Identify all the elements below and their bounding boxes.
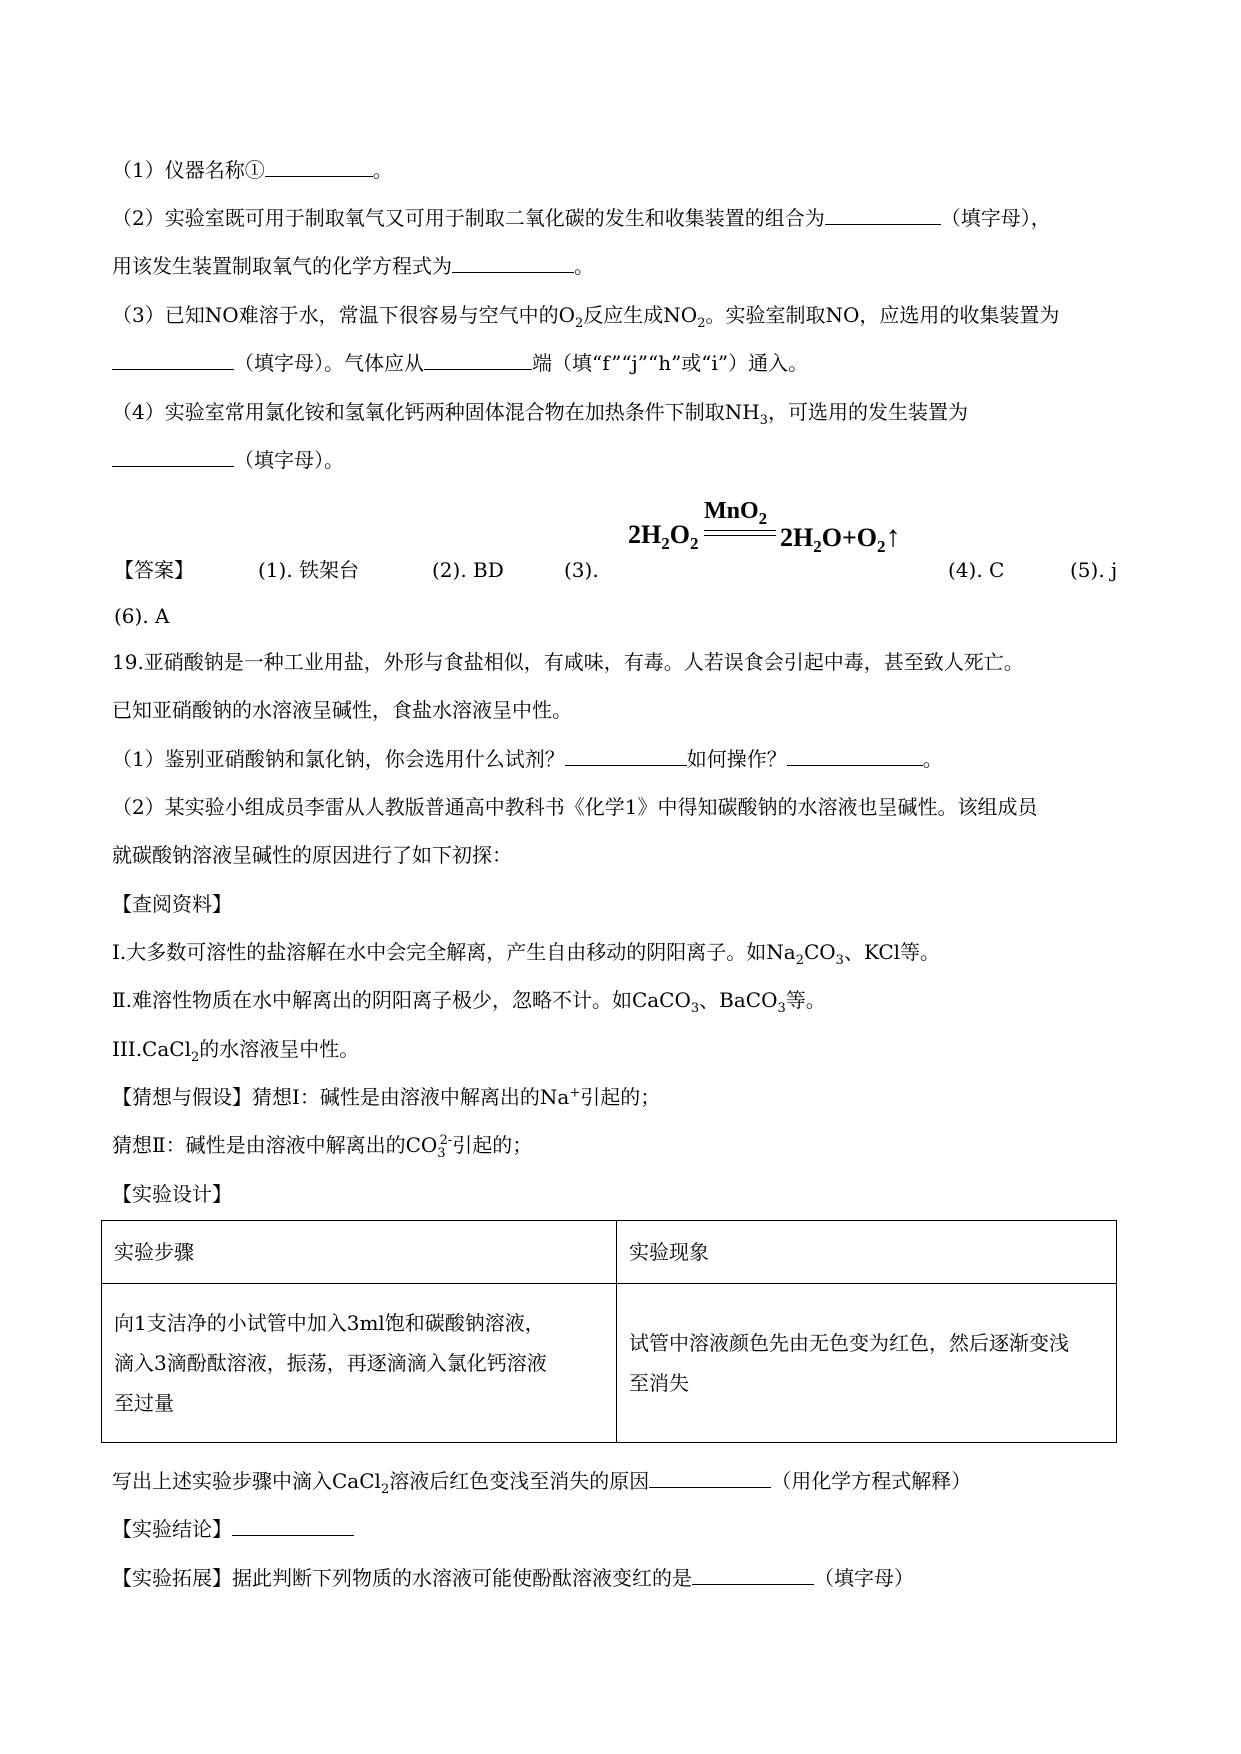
equation-bar xyxy=(704,530,776,531)
answer-blank[interactable] xyxy=(112,349,234,370)
equation-products: $2H_2O+O_2↑$ xyxy=(780,520,901,557)
answer-blank[interactable] xyxy=(232,1515,354,1536)
conclusion: 【实验结论】 xyxy=(112,1515,354,1543)
extension: 【实验拓展】据此判断下列物质的水溶液可能使酚酞溶液变红的是 （填字母） xyxy=(112,1566,914,1590)
q19-intro-line1: 19.亚硝酸钠是一种工业用盐，外形与食盐相似，有咸味，有毒。人若误食会引起中毒，甚至致人死亡。 xyxy=(112,650,1024,674)
table-row xyxy=(102,1284,1117,1443)
cell-phenomena: 试管中溶液颜色先由无色变为红色，然后逐渐变浅 至消失 xyxy=(617,1284,1117,1443)
answer-1: (1). 铁架台 xyxy=(258,558,360,582)
design-title: 【实验设计】 xyxy=(112,1182,232,1206)
answer-blank[interactable] xyxy=(649,1467,771,1488)
chemical-equation xyxy=(628,498,901,558)
q18-part2-line1: （2）实验室既可用于制取氧气又可用于制取二氧化碳的发生和收集装置的组合为 （填字母）， xyxy=(112,206,1051,230)
answer-blank[interactable] xyxy=(265,156,373,177)
answer-blank[interactable] xyxy=(452,252,574,273)
answer-blank[interactable] xyxy=(825,204,941,225)
answer-3: (3). xyxy=(564,558,599,582)
answer-6: (6). A xyxy=(114,604,170,628)
q19-part2-line1: （2）某实验小组成员李雷从人教版普通高中教科书《化学1》中得知碳酸钠的水溶液也呈碱性。该组成员 xyxy=(112,795,1038,819)
hypothesis-2: 猜想Ⅱ：碱性是由溶液中解离出的$CO_3^{2-}$引起的； xyxy=(112,1133,533,1161)
answer-blank[interactable] xyxy=(424,349,532,370)
reference-item-1: Ⅰ.大多数可溶性的盐溶解在水中会完全解离，产生自由移动的阴阳离子。如$Na_2CO_3$、KCl等。 xyxy=(112,940,941,968)
q18-part4-line1: （4）实验室常用氯化铵和氢氧化钙两种固体混合物在加热条件下制取$NH_3$，可选用的发生装置为 xyxy=(112,400,968,428)
q18-part3-line2: （填字母）。气体应从 端（填“f”“j”“h”或“i”）通入。 xyxy=(112,349,808,377)
answer-2: (2). BD xyxy=(432,558,504,582)
experiment-table xyxy=(101,1220,1117,1443)
q18-part4-line2: （填字母）。 xyxy=(112,446,344,474)
header-steps: 实验步骤 xyxy=(102,1221,617,1284)
reference-item-3: III.CaCl$_2$的水溶液呈中性。 xyxy=(112,1037,360,1065)
answer-blank[interactable] xyxy=(112,446,234,467)
header-phenomena: 实验现象 xyxy=(617,1221,1117,1284)
equation-bar xyxy=(704,535,776,536)
answer-5: (5). j xyxy=(1070,558,1118,582)
after-table-question: 写出上述实验步骤中滴入CaCl$_2$溶液后红色变浅至消失的原因 （用化学方程式解释） xyxy=(112,1469,972,1497)
reference-title: 【查阅资料】 xyxy=(112,892,232,916)
answer-label: 【答案】 xyxy=(114,558,194,582)
q18-part1: （1）仪器名称① 。 xyxy=(112,158,393,182)
reference-item-2: Ⅱ.难溶性物质在水中解离出的阴阳离子极少，忽略不计。如CaCO$_3$、BaCO$_3$等。 xyxy=(112,988,826,1016)
q18-part2-line2: 用该发生装置制取氧气的化学方程式为 。 xyxy=(112,254,594,278)
answer-4: (4). C xyxy=(948,558,1005,582)
table-header-row xyxy=(102,1221,1117,1284)
q18-part3-line1: （3）已知NO难溶于水，常温下很容易与空气中的$O_2$反应生成$NO_2$。实验室制取NO，应选用的收集装置为 xyxy=(112,303,1060,331)
answer-blank[interactable] xyxy=(565,745,687,766)
answer-blank[interactable] xyxy=(692,1564,814,1585)
equation-catalyst: MnO$_2$ xyxy=(704,498,768,528)
q19-part1: （1）鉴别亚硝酸钠和氯化钠，你会选用什么试剂？ 如何操作？ 。 xyxy=(112,747,943,771)
equation-reactant: $2H_2O_2$ xyxy=(628,520,699,554)
q19-intro-line2: 已知亚硝酸钠的水溶液呈碱性，食盐水溶液呈中性。 xyxy=(112,698,572,722)
q19-part2-line2: 就碳酸钠溶液呈碱性的原因进行了如下初探： xyxy=(112,843,512,867)
cell-steps: 向1支洁净的小试管中加入3ml饱和碳酸钠溶液， 滴入3滴酚酞溶液，振荡，再逐滴滴入氯化钙溶液 至过量 xyxy=(102,1284,617,1443)
hypothesis-1: 【猜想与假设】猜想Ⅰ：碱性是由溶液中解离出的Na+引起的； xyxy=(112,1085,661,1109)
answer-blank[interactable] xyxy=(787,745,923,766)
